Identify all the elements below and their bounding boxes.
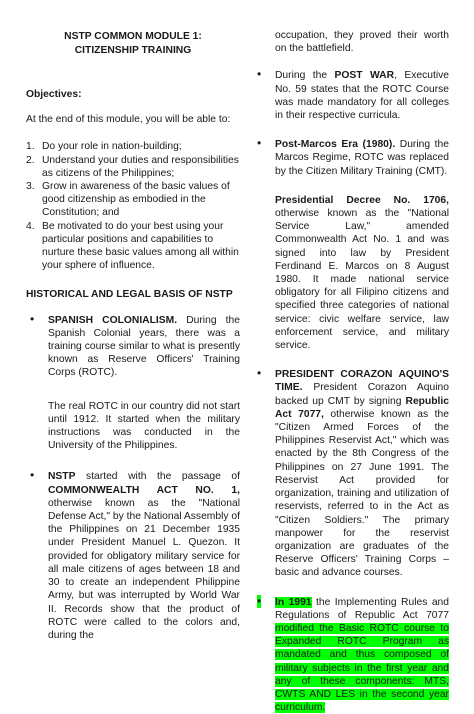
real-rotc-paragraph: The real ROTC in our country did not start until 1912. It started when the military instructions was conducted in the University of the Philippines.	[48, 400, 240, 452]
pd-1706-paragraph: Presidential Decree No. 1706, otherwise known as the "National Service Law," amended Commonwealth Act No. 1 and was signed into law by President Ferdinand E. Marcos on 8 August 1980. It made national service obligatory for all Filipino citizens and specified three categories of national service: civic welfare service, law enforcement service, and military service.	[275, 194, 449, 352]
objectives-list	[26, 140, 240, 272]
objectives-heading: Objectives:	[26, 89, 82, 100]
post-war-bullet: • During the POST WAR, Executive No. 59 states that the ROTC Course was made mandatory for all colleges in their respective curricula.	[257, 67, 450, 122]
left-column	[26, 0, 240, 642]
objectives-intro: At the end of this module, you will be able to:	[26, 114, 231, 126]
title-line-2: CITIZENSHIP TRAINING	[74, 45, 192, 56]
highlighted-text: modified the Basic ROTC course to Expanded ROTC Program as mandated and thus composed of military subjects in the first year and any of these components: MTS, CWTS AND LES in the second year curriculum.	[275, 622, 449, 714]
right-column	[253, 0, 449, 714]
title-line-1: NSTP COMMON MODULE 1:	[64, 31, 202, 42]
in-1991-bullet: • In 1991 the Implementing Rules and Regulations of Republic Act 7077 modified the Basic ROTC course to Expanded ROTC Program as mandated and thus composed of military subjects in the first year and any of these components: MTS, CWTS AND LES in the second year curriculum.	[257, 593, 450, 714]
objective-item: 3. Grow in awareness of the basic values of good citizenship as embodied in the Constitution; and	[26, 181, 230, 219]
objective-item: 1. Do your role in nation-building;	[26, 141, 182, 153]
spanish-colonialism-bullet: • SPANISH COLONIALISM. During the Spanish Colonial years, there was a training course similar to what is presently known as Reserve Officers' Training Corps (ROTC).	[30, 311, 240, 379]
history-heading: HISTORICAL AND LEGAL BASIS OF NSTP	[26, 289, 233, 301]
objective-item: 2. Understand your duties and responsibilities as citizens of the Philippines;	[26, 154, 239, 179]
continuation-paragraph: occupation, they proved their worth on the battlefield.	[275, 30, 449, 55]
module-title	[26, 30, 240, 58]
bullet-icon: •	[257, 136, 262, 151]
nstp-bullet: • NSTP started with the passage of COMMONWEALTH ACT NO. 1, otherwise known as the "National Defense Act," by the National Assembly of the Philippines on 21 December 1935 under President Manuel L. Quezon. It provided for obligatory military service for all male citizens of ages between 18 and 30 to create an independent Philippine Army, but was interrupted by World War II. Records show that the product of ROTC were called to the colors and, during the	[30, 468, 240, 641]
post-marcos-bullet: • Post-Marcos Era (1980). During the Marcos Regime, ROTC was replaced by the Citizen Military Training (CMT).	[257, 136, 449, 177]
bullet-icon: •	[30, 311, 35, 326]
bullet-icon: •	[257, 593, 262, 608]
bullet-icon: •	[257, 366, 262, 381]
aquino-bullet: • PRESIDENT CORAZON AQUINO'S TIME. President Corazon Aquino backed up CMT by signing Republic Act 7077, otherwise known as the "Citizen Armed Forces of the Philippines Reservist Act," which was enacted by the 8th Congress of the Philippines on 27 June 1991. The Reservist Act provided for organization, training and utilization of reservists, referred to in the Act as "Citizen Soldiers." The primary manpower for the reservist organization are graduates of the Reserve Officers' Training Corps – basic and advance courses.	[257, 366, 449, 579]
objective-item: 4. Be motivated to do your best using your particular positions and capabilities to nurture these basic values among all within your sphere of influence.	[26, 220, 239, 272]
bullet-icon: •	[30, 468, 35, 483]
bullet-icon: •	[257, 67, 262, 82]
